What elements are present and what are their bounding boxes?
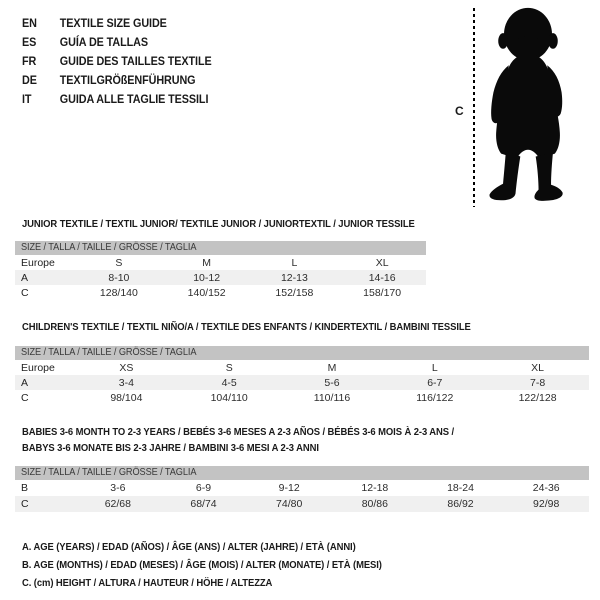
value-cell: XL: [531, 361, 544, 374]
value-cell: 10-12: [193, 271, 221, 284]
value-cell: S: [225, 361, 233, 374]
table-title: [22, 319, 471, 335]
value-cell: 122/128: [518, 391, 557, 404]
table-row: [15, 390, 589, 405]
table-title-line: CHILDREN'S TEXTILE / TEXTIL NIÑO/A / TEXTILE DES ENFANTS / KINDERTEXTIL / BAMBINI TESSILE: [22, 321, 471, 333]
value-cell: 8-10: [108, 271, 130, 284]
table-row: [15, 496, 589, 512]
value-cell: 6-9: [195, 482, 212, 494]
size-header-bar: [15, 466, 589, 480]
value-cell: 74/80: [276, 498, 303, 510]
value-cell: 3-4: [118, 376, 134, 389]
toddler-silhouette-shape: [489, 8, 562, 201]
row-label: A: [21, 376, 29, 389]
footnote-line: B. AGE (MONTHS) / EDAD (MESES) / ÂGE (MOIS) / ALTER (MONATE) / ETÀ (MESI): [22, 559, 382, 571]
language-code: EN: [22, 15, 37, 30]
value-cell: 116/122: [416, 391, 454, 404]
height-measure-dashed-line: [473, 8, 475, 207]
value-cell: 98/104: [110, 391, 143, 404]
value-cell: L: [291, 256, 298, 269]
value-cell: 104/110: [210, 391, 248, 404]
value-cell: S: [115, 256, 123, 269]
toddler-silhouette-image: [480, 5, 576, 209]
size-header-text: SIZE / TALLA / TAILLE / GRÖSSE / TAGLIA: [21, 347, 197, 358]
value-cell: 140/152: [187, 286, 226, 299]
size-header-bar: [15, 346, 589, 360]
value-cell: 5-6: [324, 376, 340, 389]
value-cell: 12-18: [361, 482, 389, 494]
size-header-text: SIZE / TALLA / TAILLE / GRÖSSE / TAGLIA: [21, 242, 197, 253]
language-row: [22, 32, 212, 51]
table-title-line: BABIES 3-6 MONTH TO 2-3 YEARS / BEBÉS 3-6 MESES A 2-3 AÑOS / BÉBÉS 3-6 MOIS À 2-3 ANS /: [22, 426, 455, 438]
value-cell: 62/68: [104, 498, 131, 510]
value-cell: 128/140: [99, 286, 138, 299]
size-table: [15, 466, 589, 512]
row-label: B: [21, 482, 29, 494]
table-row: [15, 375, 589, 390]
value-cell: 24-36: [532, 482, 560, 494]
language-code: ES: [22, 34, 37, 49]
value-cell: XS: [119, 361, 134, 374]
language-header: [22, 13, 233, 108]
size-table: [15, 346, 589, 405]
table-title-line: JUNIOR TEXTILE / TEXTIL JUNIOR/ TEXTILE JUNIOR / JUNIORTEXTIL / JUNIOR TESSILE: [22, 218, 415, 230]
table-title: [22, 424, 454, 456]
value-cell: XL: [375, 256, 389, 269]
value-cell: M: [202, 256, 211, 269]
footnote-line: A. AGE (YEARS) / EDAD (AÑOS) / ÂGE (ANS) / ALTER (JAHRE) / ETÀ (ANNI): [22, 541, 356, 553]
value-cell: 68/74: [190, 498, 217, 510]
row-label: A: [21, 271, 29, 284]
language-row: [22, 70, 212, 89]
table-row: [15, 480, 589, 496]
value-cell: 92/98: [533, 498, 560, 510]
value-cell: 80/86: [361, 498, 388, 510]
value-cell: 3-6: [110, 482, 126, 494]
language-code: DE: [22, 72, 37, 87]
table-title-line: BABYS 3-6 MONATE BIS 2-3 JAHRE / BAMBINI 3-6 MESI A 2-3 ANNI: [22, 442, 319, 454]
value-cell: 110/116: [313, 391, 351, 404]
value-cell: 7-8: [529, 376, 546, 389]
language-row: [22, 51, 212, 70]
value-cell: 18-24: [447, 482, 474, 494]
value-cell: 6-7: [427, 376, 443, 389]
language-title: TEXTILE SIZE GUIDE: [59, 15, 167, 30]
measure-label-c: C: [455, 104, 464, 118]
value-cell: 4-5: [221, 376, 237, 389]
language-title: GUIDA ALLE TAGLIE TESSILI: [59, 91, 209, 106]
language-title: TEXTILGRÖßENFÜHRUNG: [59, 72, 196, 87]
value-cell: 152/158: [275, 286, 314, 299]
language-code: IT: [22, 91, 32, 106]
value-cell: 12-13: [280, 271, 308, 284]
size-header-text: SIZE / TALLA / TAILLE / GRÖSSE / TAGLIA: [21, 467, 197, 478]
footnote-line: C. (cm) HEIGHT / ALTURA / HAUTEUR / HÖHE / ALTEZZA: [22, 577, 273, 589]
language-row: [22, 13, 212, 32]
row-label: Europe: [21, 256, 55, 269]
language-code: FR: [22, 53, 37, 68]
table-row: [15, 360, 589, 375]
size-table: [15, 241, 426, 300]
row-label: C: [21, 286, 29, 299]
value-cell: M: [327, 361, 337, 374]
language-row: [22, 89, 212, 108]
measure-legend: [22, 538, 422, 592]
value-cell: L: [431, 361, 438, 374]
size-header-bar: [15, 241, 426, 255]
table-title: [22, 216, 415, 232]
table-row: [15, 285, 426, 300]
value-cell: 9-12: [278, 482, 300, 494]
value-cell: 14-16: [368, 271, 396, 284]
language-title: GUIDE DES TAILLES TEXTILE: [59, 53, 212, 68]
row-label: Europe: [21, 361, 55, 374]
value-cell: 158/170: [363, 286, 402, 299]
value-cell: 86/92: [447, 498, 474, 510]
language-title: GUÍA DE TALLAS: [59, 34, 148, 49]
row-label: C: [21, 498, 29, 510]
table-row: [15, 270, 426, 285]
table-row: [15, 255, 426, 270]
row-label: C: [21, 391, 29, 404]
